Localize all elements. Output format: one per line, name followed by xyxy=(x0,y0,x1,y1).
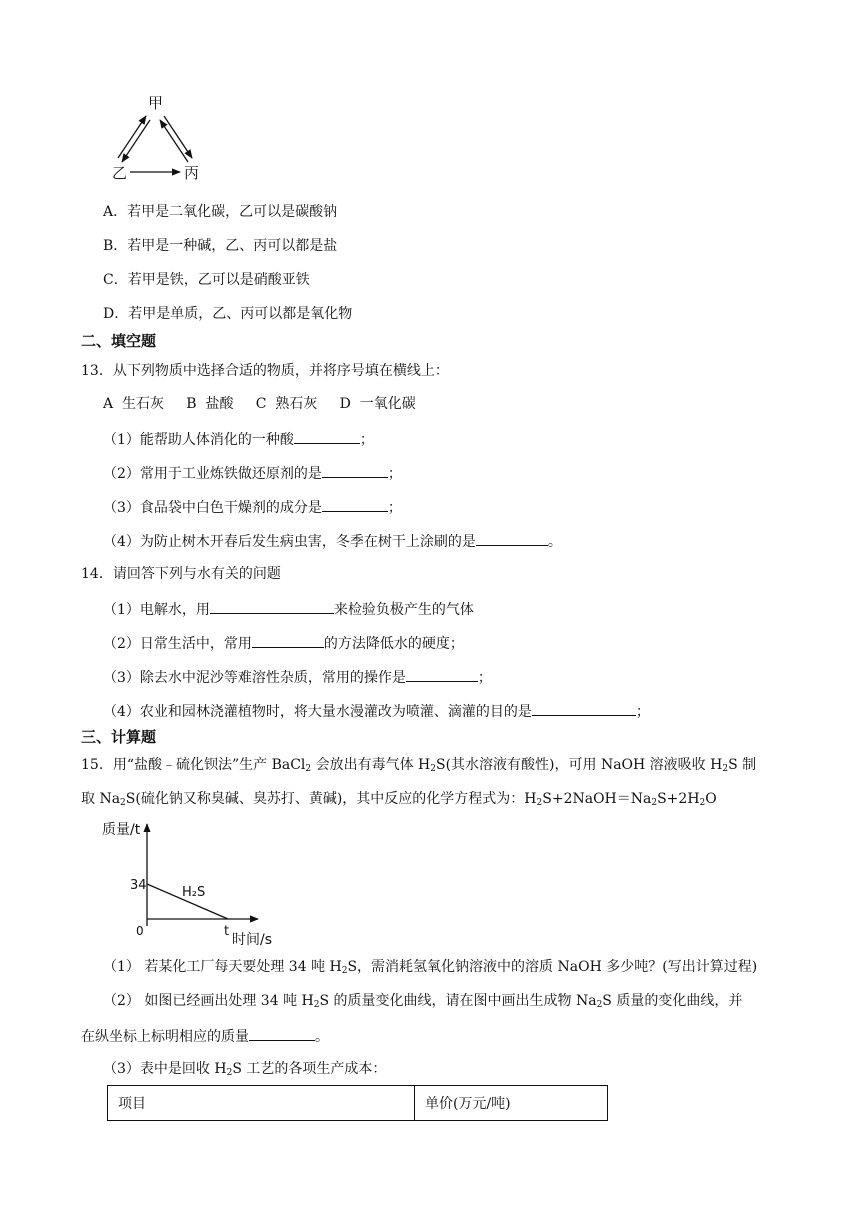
section-heading-fill-blank: 二、填空题 xyxy=(81,332,157,350)
reaction-triangle-diagram xyxy=(100,92,220,188)
subscript: 2 xyxy=(430,764,436,774)
q12-option-d: D．若甲是单质，乙、丙可以都是氧化物 xyxy=(103,306,353,322)
q13-part1 xyxy=(103,429,374,449)
series-label-h2s: H₂S xyxy=(182,885,206,900)
subscript: 2 xyxy=(699,798,706,808)
subscript: 2 xyxy=(226,1068,233,1078)
q12-option-b: B．若甲是一种碱，乙、丙可以都是盐 xyxy=(103,238,338,254)
q13-part3-text: （3）食品袋中白色干燥剂的成分是 xyxy=(103,500,322,516)
diagram-yi: 乙 xyxy=(112,164,128,182)
q15-line1 xyxy=(81,756,756,778)
answer-blank[interactable] xyxy=(532,701,636,716)
text: （2） 如图已经画出处理 34 吨 H xyxy=(103,993,314,1009)
answer-blank[interactable] xyxy=(476,531,548,546)
origin-label: 0 xyxy=(136,924,144,938)
text: S 的质量变化曲线，请在图中画出生成物 Na xyxy=(319,993,597,1009)
answer-blank[interactable] xyxy=(406,667,478,682)
answer-blank[interactable] xyxy=(210,599,334,614)
subscript: 2 xyxy=(536,798,543,808)
q13-part4-text: （4）为防止树木开春后发生病虫害，冬季在树干上涂刷的是 xyxy=(103,534,476,550)
q14-part1 xyxy=(103,599,474,619)
text: S，需消耗氢氧化钠溶液中的溶质 NaOH 多少吨？(写出计算过程) xyxy=(347,959,758,975)
text: S 制 xyxy=(728,757,757,773)
q13-part3 xyxy=(103,497,402,517)
q14-part3-text: （3）除去水中泥沙等难溶性杂质，常用的操作是 xyxy=(103,670,406,686)
answer-blank[interactable] xyxy=(249,1026,315,1041)
text: S(硫化钠又称臭碱、臭苏打、黄碱)，其中反应的化学方程式为：H xyxy=(125,791,537,807)
text: S+2NaOH＝Na xyxy=(542,791,652,807)
subscript: 2 xyxy=(341,966,348,976)
text: 取 Na xyxy=(81,791,121,807)
q13-part4 xyxy=(103,531,562,551)
table-header-item: 项目 xyxy=(108,1086,415,1121)
answer-blank[interactable] xyxy=(322,463,388,478)
q15-part1 xyxy=(103,958,757,980)
section-heading-calculation: 三、计算题 xyxy=(81,728,157,746)
text: （1） 若某化工厂每天要处理 34 吨 H xyxy=(103,959,342,975)
text: 15．用“盐酸﹣硫化钡法”生产 BaCl xyxy=(81,757,306,773)
text: O xyxy=(705,791,717,807)
text: S+2H xyxy=(657,791,700,807)
text: 会放出有毒气体 H xyxy=(311,757,431,773)
q15-part2 xyxy=(103,992,742,1014)
text: （3）表中是回收 H xyxy=(103,1061,227,1077)
q14-part2-text-end: 的方法降低水的硬度； xyxy=(323,636,464,652)
diagram-jia: 甲 xyxy=(148,94,164,112)
punct: ； xyxy=(387,500,402,516)
text: S 工艺的各项生产成本： xyxy=(232,1061,387,1077)
subscript: 2 xyxy=(120,798,126,808)
diagram-bing: 丙 xyxy=(184,164,200,182)
punct: ； xyxy=(477,670,492,686)
q14-part3 xyxy=(103,667,492,687)
q15-line2 xyxy=(81,790,717,812)
punct: 。 xyxy=(547,534,562,550)
q14-stem: 14．请回答下列与水有关的问题 xyxy=(81,566,281,582)
table-header-price: 单价(万元/吨) xyxy=(415,1086,608,1121)
q12-option-c: C．若甲是铁，乙可以是硝酸亚铁 xyxy=(103,272,310,288)
arrow-jia-to-bing xyxy=(164,116,192,158)
punct: 。 xyxy=(315,1029,329,1045)
text: S 质量的变化曲线，并 xyxy=(602,993,743,1009)
y-axis-label: 质量/t xyxy=(102,822,141,838)
text: S(其水溶液有酸性)，可用 NaOH 溶液吸收 H xyxy=(435,757,723,773)
y-tick-34: 34 xyxy=(130,878,147,893)
subscript: 2 xyxy=(305,764,312,774)
arrow-yi-to-jia xyxy=(118,116,146,158)
answer-blank[interactable] xyxy=(294,429,360,444)
text: 在纵坐标上标明相应的质量 xyxy=(81,1029,249,1045)
q13-stem: 13．从下列物质中选择合适的物质，并将序号填在横线上： xyxy=(81,363,449,379)
punct: ； xyxy=(387,466,402,482)
q13-part2-text: （2）常用于工业炼铁做还原剂的是 xyxy=(103,466,322,482)
q15-part2-cont xyxy=(81,1026,329,1046)
q14-part1-text-end: 来检验负极产生的气体 xyxy=(333,602,474,618)
subscript: 2 xyxy=(313,1000,320,1010)
h2s-mass-time-graph xyxy=(100,816,290,948)
arrow-jia-to-yi xyxy=(122,120,150,162)
q13-part1-text: （1）能帮助人体消化的一种酸 xyxy=(103,432,294,448)
subscript: 2 xyxy=(651,798,658,808)
punct: ； xyxy=(359,432,374,448)
q13-choices: A 生石灰 B 盐酸 C 熟石灰 D 一氧化碳 xyxy=(103,396,416,412)
x-tick-t: t xyxy=(224,924,230,939)
table-row xyxy=(108,1086,608,1121)
subscript: 2 xyxy=(596,1000,603,1010)
q14-part2-text: （2）日常生活中，常用 xyxy=(103,636,252,652)
cost-table xyxy=(107,1085,608,1121)
q14-part4-text: （4）农业和园林浇灌植物时，将大量水漫灌改为喷灌、滴灌的目的是 xyxy=(103,704,532,720)
subscript: 2 xyxy=(722,764,729,774)
punct: ； xyxy=(635,704,650,720)
q14-part1-text: （1）电解水，用 xyxy=(103,602,210,618)
x-axis-label: 时间/s xyxy=(232,932,273,948)
q14-part4 xyxy=(103,701,650,721)
q14-part2 xyxy=(103,633,464,653)
answer-blank[interactable] xyxy=(252,633,324,648)
arrow-bing-to-jia xyxy=(160,120,188,162)
q13-part2 xyxy=(103,463,402,483)
answer-blank[interactable] xyxy=(322,497,388,512)
q15-part3 xyxy=(103,1060,386,1082)
q12-option-a: A．若甲是二氧化碳，乙可以是碳酸钠 xyxy=(103,204,338,220)
